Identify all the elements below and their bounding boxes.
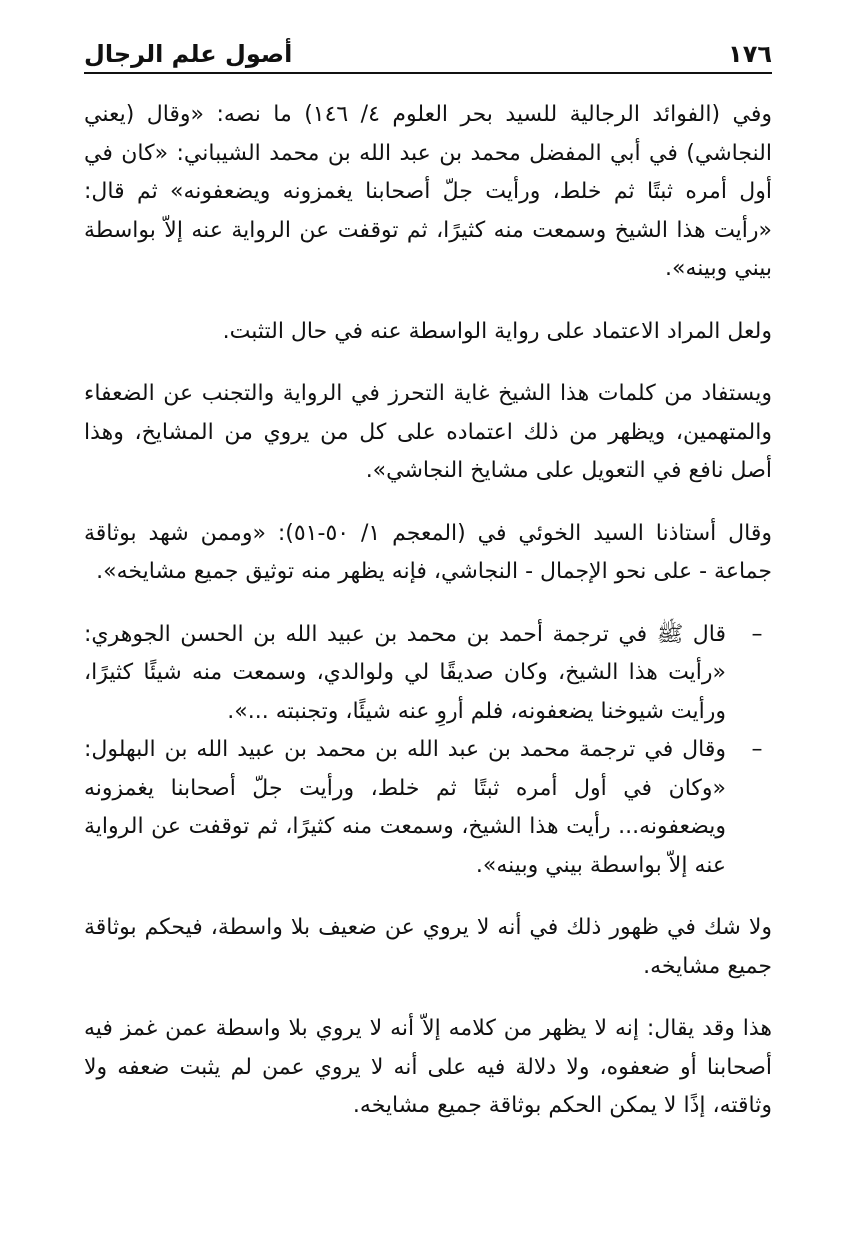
page-number: ١٧٦ (728, 40, 772, 68)
paragraph-objection: هذا وقد يقال: إنه لا يظهر من كلامه إلاّ أنه لا يروي بلا واسطة عمن غمز فيه أصحابنا أو ضعفوه، ولا دلالة فيه على أنه لا يروي عمن لم يثبت ضعفه ولا وثاقته، إذًا لا يمكن الحكم بوثاقة جميع مشايخه. (84, 1016, 772, 1118)
paragraph-no-doubt: ولا شك في ظهور ذلك في أنه لا يروي عن ضعيف بلا واسطة، فيحكم بوثاقة جميع مشايخه. (84, 915, 772, 979)
quote-list (84, 616, 772, 886)
dash-bullet: – (751, 621, 763, 647)
paragraph-interpretation: ولعل المراد الاعتماد على رواية الواسطة عنه في حال التثبت. (222, 318, 772, 344)
paragraph-conclusion: ويستفاد من كلمات هذا الشيخ غاية التحرز في الرواية والتجنب عن الضعفاء والمتهمين، ويظهر من ذلك اعتماده على كل من يروي من المشايخ، وهذا أصل نافع في التعويل على مشايخ النجاشي». (84, 381, 772, 483)
running-header (84, 30, 772, 74)
list-item (84, 731, 772, 885)
list-item (84, 616, 772, 732)
dash-bullet: – (751, 737, 763, 762)
page-body (84, 96, 772, 1150)
paragraph-fawaid-quote: وفي (الفوائد الرجالية للسيد بحر العلوم ٤/ ١٤٦) ما نصه: «وقال (يعني النجاشي) في أبي المفضل محمد بن عبد الله بن محمد الشيباني: «كان في أول أمره ثبتًا ثم خلط، ورأيت جلّ أصحابنا يغمزونه ويضعفونه» ثم قال: «رأيت هذا الشيخ وسمعت منه كثيرًا، ثم توقفت عن الرواية عنه إلاّ بواسطة بيني وبينه». (84, 102, 772, 281)
running-title: أصول علم الرجال (84, 40, 293, 68)
list-item-text: قال ﷺ في ترجمة أحمد بن محمد بن عبيد الله بن الحسن الجوهري: «رأيت هذا الشيخ، وكان صديقًا لي ولوالدي، وسمعت منه شيئًا كثيرًا، ورأيت شيوخنا يضعفونه، فلم أروِ عنه شيئًا، وتجنبته ...». (84, 621, 726, 724)
paragraph-khoei-quote: وقال أستاذنا السيد الخوئي في (المعجم ١/ ٥٠-٥١): «وممن شهد بوثاقة جماعة - على نحو الإجمال - النجاشي، فإنه يظهر منه توثيق جميع مشايخه». (84, 520, 773, 584)
list-item-text: وقال في ترجمة محمد بن عبد الله بن محمد بن عبيد الله بن البهلول: «وكان في أول أمره ثبتًا ثم خلط، ورأيت جلّ أصحابنا يغمزونه ويضعفونه... رأيت هذا الشيخ، وسمعت منه كثيرًا، ثم توقفت عن الرواية عنه إلاّ بواسطة بيني وبينه». (84, 737, 726, 878)
